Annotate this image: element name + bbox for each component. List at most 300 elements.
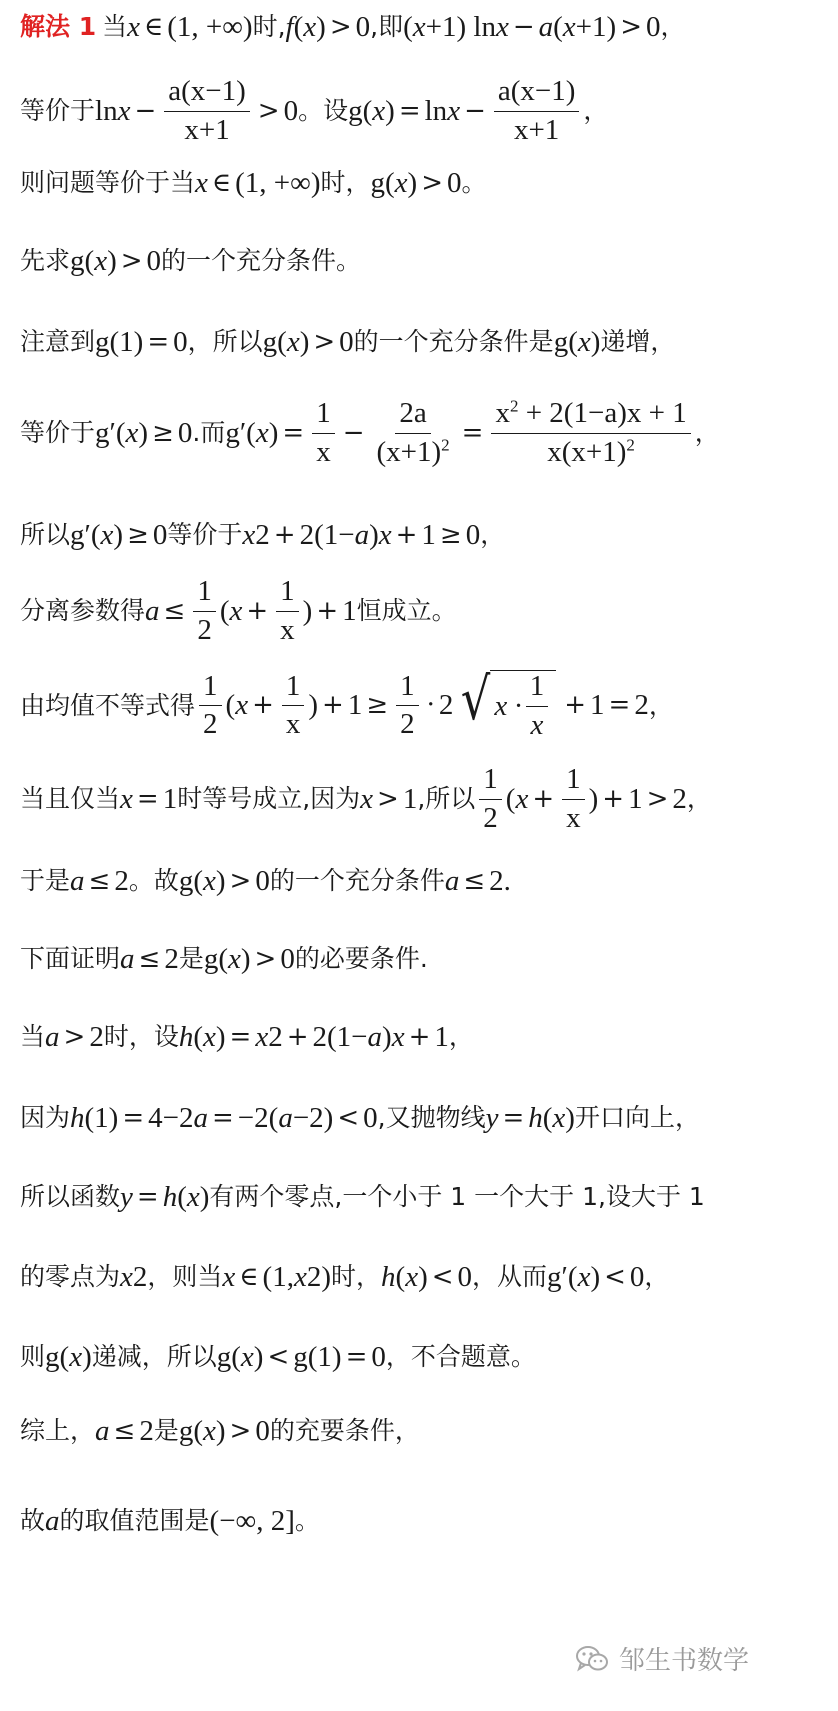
math-variable: a	[70, 865, 85, 897]
math-text: )	[302, 594, 313, 627]
math-text: )	[316, 11, 326, 43]
text-run: 由均值不等式得	[20, 690, 196, 720]
text-run: 先求	[20, 246, 71, 276]
math-variable: x	[222, 1261, 236, 1293]
text-run: 等价于	[20, 418, 96, 448]
square-root	[457, 665, 556, 742]
fraction-denominator	[396, 706, 419, 741]
text-run: 时,	[252, 12, 286, 42]
math-text: 2	[164, 943, 179, 975]
math-variable: x	[255, 1021, 269, 1053]
denominator-text: (x+1)	[376, 435, 442, 468]
math-operator: ≥	[127, 519, 149, 550]
fraction-denominator	[180, 112, 233, 147]
numerator-text: 1	[483, 763, 498, 795]
math-text: 2(1−	[299, 519, 355, 551]
math-operator: ∈	[211, 167, 232, 198]
math-operator: ≤	[138, 943, 161, 974]
text-run: 当	[20, 1022, 46, 1052]
math-text: (	[553, 11, 563, 43]
solution-line-17	[20, 1340, 824, 1375]
math-variable: a	[120, 943, 135, 975]
numerator-text: 1	[316, 397, 331, 429]
math-text: −2)	[292, 1102, 334, 1134]
math-text: (	[177, 1181, 187, 1213]
math-variable: a	[45, 1505, 60, 1537]
math-operator: >	[254, 943, 277, 974]
text-run: ，不合题意。	[385, 1342, 536, 1372]
math-variable: x	[229, 594, 243, 627]
text-run: 当	[102, 12, 128, 42]
math-text: g′(	[70, 519, 101, 551]
math-variable: x	[577, 326, 591, 358]
math-text: )	[199, 1181, 210, 1213]
math-variable: x	[228, 943, 241, 975]
math-text: g′(	[95, 416, 126, 449]
math-text: 2	[672, 782, 687, 815]
text-run: ，	[583, 96, 609, 126]
text-run: 于是	[20, 866, 71, 896]
math-text: 0	[465, 519, 481, 551]
math-text: +1) ln	[425, 11, 496, 43]
math-text: 0	[177, 416, 193, 449]
math-operator: >	[421, 167, 444, 198]
math-text: )	[268, 416, 279, 449]
math-variable: x	[125, 416, 139, 449]
text-run: 恒成立。	[356, 596, 457, 626]
math-text: (	[293, 11, 304, 43]
text-run: ，则当	[147, 1262, 223, 1292]
math-operator: =	[212, 1102, 234, 1133]
math-operator: >	[313, 326, 336, 357]
math-text: 2	[114, 865, 129, 897]
math-variable: x	[552, 1102, 566, 1134]
numerator-text: a(x−1)	[497, 75, 576, 107]
text-run: 所以	[20, 520, 71, 550]
math-operator: ≤	[113, 1415, 136, 1446]
math-variable: x	[372, 94, 386, 127]
text-run: .而	[192, 418, 226, 448]
solution-line-6	[20, 398, 824, 469]
fraction	[396, 671, 419, 742]
math-text: 0	[146, 245, 162, 277]
fraction-denominator	[312, 434, 335, 469]
math-operator: >	[229, 1415, 252, 1446]
math-text: )	[321, 1261, 331, 1293]
fraction-denominator	[193, 612, 216, 647]
math-operator: +	[408, 1021, 431, 1052]
math-text: 2	[634, 689, 649, 722]
denominator-text: x	[316, 435, 331, 468]
text-run: 递减，所以	[91, 1342, 217, 1372]
math-text: )	[565, 1102, 575, 1134]
math-text: )	[382, 1021, 392, 1053]
math-variable: x	[186, 1181, 200, 1213]
math-text: 1	[590, 689, 605, 722]
text-run: 。	[461, 168, 487, 198]
math-text: 2(1−	[312, 1021, 368, 1053]
math-operator: =	[398, 95, 421, 126]
text-run: ，	[686, 784, 712, 814]
exponent: 2	[509, 396, 519, 416]
math-text: 1	[347, 689, 363, 722]
math-operator: =	[136, 1181, 159, 1212]
numerator-text: 1	[285, 669, 301, 702]
math-variable: a	[95, 1415, 110, 1447]
math-operator: −	[464, 95, 486, 126]
math-text: g(	[216, 1341, 241, 1373]
math-variable: a	[193, 1102, 208, 1134]
solution-line-15	[20, 1180, 824, 1215]
math-text: g(	[262, 326, 287, 358]
solution-line-19	[20, 1504, 824, 1539]
text-run: 时，	[331, 1262, 382, 1292]
math-variable: x	[100, 519, 114, 551]
text-run: 。故	[128, 866, 179, 896]
math-operator: >	[229, 865, 252, 896]
math-text: )	[308, 689, 319, 722]
fraction	[282, 671, 305, 742]
math-operator: =	[282, 417, 305, 448]
math-text: g(	[70, 245, 95, 277]
math-variable: x	[120, 782, 133, 815]
text-run: ，所以	[187, 327, 263, 357]
denominator-text: x	[285, 708, 301, 741]
fraction-numerator	[312, 398, 335, 434]
math-variable: a	[145, 594, 160, 627]
math-variable: x	[412, 11, 426, 43]
text-run: ，	[648, 690, 674, 720]
solution-line-16: 的零点为 x 2 ，则当 x ∈ (1, x 2 ) 时， h ( x ) < 0 ，从而 g′( x ) < 0 ，	[20, 1261, 670, 1294]
text-run: ，从而	[472, 1262, 548, 1292]
math-operator: ≤	[463, 865, 486, 896]
math-operator: >	[377, 783, 399, 814]
fraction-numerator	[282, 671, 305, 707]
numerator-text: 1	[203, 669, 218, 702]
math-text: 2	[139, 1415, 154, 1447]
math-text: (1, +∞)	[167, 11, 253, 43]
math-variable: x	[360, 782, 374, 815]
math-operator: +	[322, 690, 344, 721]
math-variable: x	[286, 326, 300, 358]
math-variable: f	[285, 11, 294, 43]
math-variable: h	[381, 1261, 396, 1293]
math-operator: >	[120, 245, 143, 276]
radical-sign-icon: √	[461, 665, 491, 733]
math-variable: x	[394, 167, 408, 199]
watermark-text: 邹生书数学	[619, 1646, 750, 1676]
math-text: )	[240, 943, 251, 975]
math-variable: x	[293, 1261, 307, 1293]
fraction	[562, 764, 585, 835]
math-operator: +	[532, 783, 555, 814]
text-run: 则问题等价于当	[20, 168, 196, 198]
fraction-denominator	[282, 706, 305, 741]
math-variable: y	[120, 1181, 133, 1213]
wechat-icon	[575, 1645, 609, 1673]
math-variable: x	[577, 1261, 591, 1293]
math-operator: −	[342, 417, 365, 448]
math-variable: x	[203, 865, 216, 897]
watermark	[575, 1640, 749, 1677]
text-run: 下面证明	[20, 944, 121, 974]
text-run: 时，	[320, 168, 371, 198]
math-text: 0	[339, 326, 354, 358]
radicand	[490, 670, 556, 742]
text-run: 因为	[20, 1103, 71, 1133]
text-run: ，	[448, 1022, 474, 1052]
math-variable: x	[303, 11, 317, 43]
math-variable: h	[528, 1102, 543, 1134]
text-run: ，	[660, 12, 686, 42]
solution-line-12	[20, 942, 824, 977]
math-variable: x	[117, 94, 131, 127]
text-run: 等价于	[20, 96, 96, 126]
fraction-numerator	[562, 764, 585, 800]
fraction-numerator	[395, 398, 430, 434]
math-variable: a	[278, 1102, 293, 1134]
solution-line-11	[20, 864, 824, 899]
math-text: )	[107, 245, 117, 277]
math-text: g′(	[225, 416, 256, 449]
math-text: g(1)	[95, 326, 144, 358]
math-text: (	[403, 11, 413, 43]
math-text: 1	[628, 782, 643, 815]
text-run: 开口向上，	[574, 1103, 700, 1133]
math-text: g(	[348, 94, 373, 127]
fraction	[491, 398, 690, 469]
math-text: (1, +∞)	[235, 167, 321, 199]
math-text: 0	[371, 1341, 386, 1373]
math-operator: ≥	[152, 417, 174, 448]
fraction-denominator	[527, 707, 548, 742]
math-operator: +	[316, 595, 339, 626]
math-text: ln	[424, 94, 448, 127]
math-variable: h	[70, 1102, 85, 1134]
math-variable: a	[367, 1021, 383, 1053]
denominator-text: 2	[483, 801, 498, 834]
math-operator: <	[267, 1341, 290, 1372]
math-text: 1	[434, 1021, 449, 1053]
math-text: (−∞, 2]	[209, 1505, 295, 1537]
math-text: 0	[152, 519, 168, 551]
math-variable: x	[240, 1341, 254, 1373]
solution-line-13: 当 a > 2 时，设 h ( x ) = x 2 + 2(1− a ) x + 1 ，	[20, 1021, 474, 1054]
math-text: )	[82, 1341, 92, 1373]
math-operator: =	[502, 1102, 525, 1133]
numerator-rest: + 2(1−a)x + 1	[518, 397, 687, 429]
numerator-text: x	[495, 397, 510, 429]
math-variable: x	[195, 167, 208, 199]
fraction-numerator	[164, 76, 250, 112]
math-operator: +	[286, 1021, 309, 1052]
math-variable: x	[120, 1261, 133, 1293]
text-run: ,即	[370, 12, 404, 42]
text-run: 综上，	[20, 1416, 96, 1446]
solution-line-10	[20, 764, 824, 835]
math-variable: a	[538, 11, 554, 43]
math-text: g(	[370, 167, 395, 199]
math-text: 4−2	[148, 1102, 194, 1134]
text-run: 。设	[298, 96, 349, 126]
math-operator: ∈	[144, 11, 164, 42]
math-operator: >	[63, 1021, 86, 1052]
math-variable: a	[45, 1021, 60, 1053]
math-operator: =	[345, 1341, 368, 1372]
math-text: (1)	[84, 1102, 119, 1134]
math-text: (	[193, 1021, 203, 1053]
math-text: 0	[173, 326, 188, 358]
math-operator: <	[604, 1261, 626, 1292]
math-text: g(	[203, 943, 228, 975]
text-run: 当且仅当	[20, 784, 121, 814]
math-variable: x	[69, 1341, 83, 1373]
math-variable: x	[127, 11, 140, 43]
math-text: )	[588, 782, 599, 815]
math-text: −2(	[237, 1102, 279, 1134]
fraction-numerator	[396, 671, 419, 707]
math-text: 0	[255, 1415, 270, 1447]
math-text: (	[219, 594, 230, 627]
math-text: )	[253, 1341, 264, 1373]
math-operator: ≥	[439, 519, 462, 550]
math-variable: h	[178, 1021, 194, 1053]
math-text: 0	[355, 11, 371, 43]
math-text: 0	[363, 1102, 378, 1134]
solution-line-2	[20, 76, 824, 147]
text-run: 的一个充分条件。	[161, 246, 362, 276]
text-run: ，	[694, 418, 720, 448]
solution-line-4	[20, 244, 824, 279]
math-text: )	[215, 1415, 226, 1447]
math-variable: x	[378, 519, 392, 551]
denominator-text: 2	[400, 708, 415, 741]
numerator-text: 1	[529, 670, 545, 702]
math-operator: >	[257, 95, 280, 126]
math-text: 2	[89, 1021, 104, 1053]
math-text: 0	[629, 1261, 645, 1293]
denominator-text: 2	[197, 613, 212, 646]
math-text: 0	[255, 865, 270, 897]
math-operator: <	[431, 1261, 454, 1292]
solution-line-3	[20, 166, 824, 201]
math-operator: >	[646, 783, 669, 814]
text-run: 时，设	[103, 1022, 179, 1052]
math-text: 1	[402, 782, 418, 815]
text-run: 是	[178, 944, 204, 974]
math-variable: x	[242, 519, 256, 551]
text-run: ,所以	[417, 784, 476, 814]
text-run: 分离参数得	[20, 596, 146, 626]
solution-line-9	[20, 665, 824, 742]
text-run: 时等号成立,因为	[177, 784, 361, 814]
fraction-numerator	[199, 671, 222, 707]
math-text: g(	[553, 326, 578, 358]
text-run: 的一个充分条件	[269, 866, 445, 896]
denominator-text: x+1	[184, 113, 230, 146]
fraction	[372, 398, 453, 469]
exponent: 2	[441, 435, 450, 455]
text-run: 注意到	[20, 327, 96, 357]
math-operator: +	[395, 519, 418, 550]
math-text: g(1)	[293, 1341, 342, 1373]
fraction-numerator	[479, 764, 502, 800]
fraction	[276, 576, 299, 647]
fraction	[479, 764, 502, 835]
math-text: )	[113, 519, 124, 551]
numerator-text: a(x−1)	[168, 75, 246, 107]
solution-line-14	[20, 1101, 824, 1136]
math-text: )	[385, 94, 395, 127]
math-text: 0	[280, 943, 295, 975]
text-run: 所以函数	[20, 1182, 121, 1212]
math-operator: +	[273, 519, 296, 550]
math-operator: =	[608, 690, 631, 721]
math-variable: x	[447, 94, 461, 127]
math-text: (	[542, 1102, 553, 1134]
math-operator: +	[252, 690, 274, 721]
text-run: 故	[20, 1506, 46, 1536]
math-operator: >	[329, 11, 352, 42]
text-run: 有两个零点,一个小于 1 一个大于 1,设大于 1	[209, 1182, 705, 1212]
text-run: ，	[480, 520, 506, 550]
math-text: 1	[162, 782, 178, 815]
fraction	[193, 576, 216, 647]
denominator-text: x	[530, 708, 544, 741]
math-variable: x	[255, 416, 269, 449]
math-text: 0	[283, 94, 299, 127]
math-text: g(	[45, 1341, 70, 1373]
fraction	[199, 671, 222, 742]
text-run: ，	[644, 1262, 670, 1292]
math-operator: ∈	[239, 1261, 259, 1292]
math-variable: x	[203, 1415, 216, 1447]
math-operator: =	[122, 1102, 145, 1133]
math-operator: +	[564, 690, 587, 721]
math-operator: ·	[426, 690, 435, 721]
fraction-denominator	[199, 706, 222, 741]
math-operator: −	[512, 11, 535, 42]
math-operator: =	[136, 783, 159, 814]
fraction-numerator	[491, 398, 690, 434]
math-text: (	[395, 1261, 406, 1293]
solution-line-5	[20, 325, 824, 360]
math-operator: =	[229, 1021, 252, 1052]
denominator-text: x	[566, 801, 581, 834]
math-text: +1)	[575, 11, 617, 43]
math-text: )	[407, 167, 418, 199]
text-run: 的必要条件.	[294, 944, 428, 974]
math-text: )	[299, 326, 310, 358]
solution-line-1	[20, 10, 824, 45]
math-text: g(	[178, 1415, 203, 1447]
math-operator: >	[620, 11, 642, 42]
fraction-numerator	[494, 76, 580, 112]
text-run: 则	[20, 1342, 46, 1372]
math-operator: +	[602, 783, 625, 814]
text-run: 的充要条件，	[269, 1416, 420, 1446]
exponent: 2	[626, 435, 635, 455]
numerator-text: 1	[197, 575, 212, 607]
solution-label: 解法 1	[20, 12, 97, 42]
numerator-text: 1	[400, 669, 415, 702]
numerator-text: 1	[280, 575, 295, 607]
math-text: 1	[421, 519, 436, 551]
solution-line-7: 所以 g′( x ) ≥ 0 等价于 x 2 + 2(1− a ) x + 1 ≥ 0 ，	[20, 519, 506, 552]
math-variable: x	[94, 245, 108, 277]
fraction-numerator	[193, 576, 216, 612]
math-text: 0	[457, 1261, 473, 1293]
